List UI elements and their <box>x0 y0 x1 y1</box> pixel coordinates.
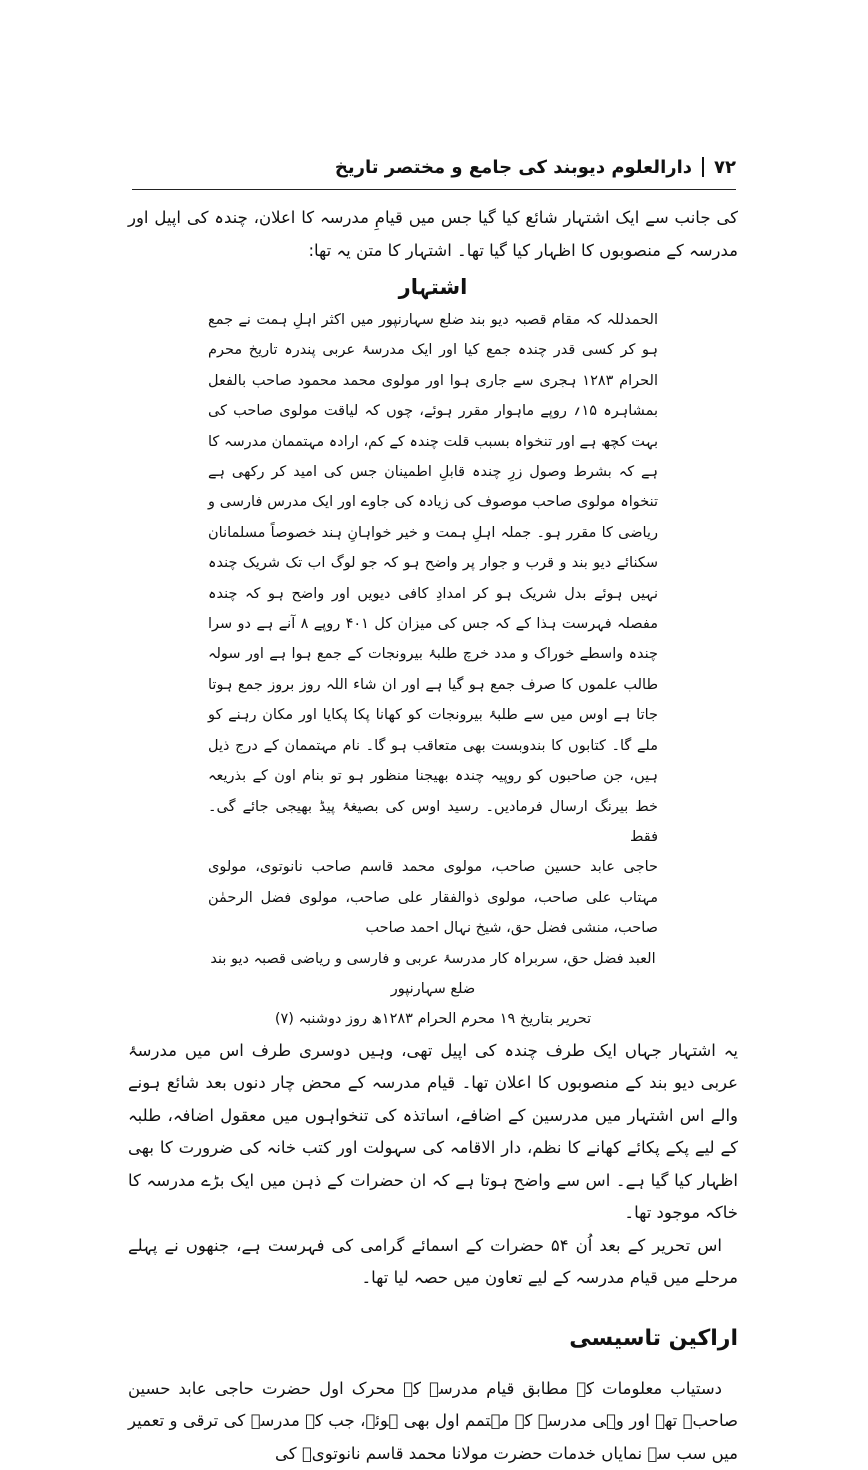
header-rule <box>132 189 736 190</box>
notice-heading: اشتہار <box>398 275 468 299</box>
running-header <box>132 150 736 184</box>
paragraph-1: یہ اشتہار جہاں ایک طرف چندہ کی اپیل تھی، وہیں دوسری طرف اس میں مدرسۂ عربی دیو بند کے منصوبوں کا اعلان تھا۔ قیام مدرسہ کے محض چار دنوں بعد شائع ہونے والے اس اشتہار میں مدرسین کے اضافے، اساتذہ کی تنخواہوں میں معقول اضافہ، طلبہ کے لیے پکے پکائے کھانے کا نظم، دار الاقامہ کی سہولت اور کتب خانہ کی ضرورت کا بھی اظہار کیا گیا ہے۔ اس سے واضح ہوتا ہے کہ ان حضرات کے ذہن میں ایک بڑے مدرسہ کا خاکہ موجود تھا۔ <box>128 1040 738 1223</box>
paragraph-2: اس تحریر کے بعد اُن ۵۴ حضرات کے اسمائے گرامی کی فہرست ہے، جنھوں نے پہلے مرحلے میں قیام مدرسہ کے لیے تعاون میں حصہ لیا تھا۔ <box>128 1235 738 1288</box>
notice-body: الحمدللہ کہ مقام قصبہ دیو بند ضلع سہارنپور میں اکثر اہلِ ہمت نے جمع ہو کر کسی قدر چندہ جمع کیا اور ایک مدرسۂ عربی پندرہ تاریخ محرم الحرام ۱۲۸۳ ہجری سے جاری ہوا اور مولوی محمد محمود صاحب بالفعل بمشاہرہ ۱۵؍ روپے ماہوار مقرر ہوئے، چوں کہ لیاقت مولوی صاحب کی بہت کچھ ہے اور تنخواہ بسبب قلت چندہ کے کم، ارادہ مہتممان مدرسہ کا ہے کہ بشرط وصول زرِ چندہ قابلِ اطمینان جس کی امید کر رکھی ہے تنخواہ مولوی صاحب موصوف کی زیادہ کی جاوے اور ایک مدرس فارسی و ریاضی کا مقرر ہو۔ جملہ اہلِ ہمت و خیر خواہانِ ہند خصوصاً مسلمانان سکنائے دیو بند و قرب و جوار پر واضح ہو کہ جو لوگ اب تک شریک چندہ نہیں ہوئے بدل شریک ہو کر امدادِ کافی دیویں اور واضح ہو کہ چندہ مفصلہ فہرست ہذا کے کہ جس کی میزان کل ۴۰۱ روپے ۸ آنے ہے دو سرا چندہ واسطے خوراک و مدد خرچ طلبۂ بیرونجات کے جمع ہوا ہے اور سولہ طالب علموں کا صرف جمع ہو گیا ہے اور ان شاء اللہ روز بروز جمع ہوتا جاتا ہے اوس میں سے طلبۂ بیرونجات کو کھانا پکا پکایا اور مکان رہنے کو ملے گا۔ کتابوں کا بندوبست بھی متعاقب ہو گا۔ نام مہتممان کے درج ذیل ہیں، جن صاحبوں کو روپیہ چندہ بھیجنا منظور ہو تو بنام اون کے بذریعہ خط بیرنگ ارسال فرمادیں۔ رسید اوس کی بصیغۂ پیڈ بھیجی جائے گی۔ فقط <box>208 312 659 845</box>
notice-names: حاجی عابد حسین صاحب، مولوی محمد قاسم صاحب نانوتوی، مولوی مہتاب علی صاحب، مولوی ذوالفقار علی صاحب، مولوی فضل الرحمٰن صاحب، منشی فضل حق، شیخ نہال احمد صاحب <box>208 859 658 937</box>
header-separator <box>702 157 704 177</box>
body-text <box>128 202 738 1470</box>
paragraph-3: دستیاب معلومات کے مطابق قیام مدرسہ کے محرک اول حضرت حاجی عابد حسین صاحبؒ تھے اور وہی مدرسہ کے مہتمم اول بھی ہوئے، جب کہ مدرسہ کی ترقی و تعمیر میں سب سے نمایاں خدمات حضرت مولانا محمد قاسم نانوتویؒ کی <box>128 1378 738 1463</box>
notice-date: تحریر بتاریخ ۱۹ محرم الحرام ۱۲۸۳ھ روز دوشنبہ (۷) <box>274 1011 592 1028</box>
intro-paragraph: کی جانب سے ایک اشتہار شائع کیا گیا جس میں قیامِ مدرسہ کا اعلان، چندہ کی اپیل اور مدرسہ کے منصوبوں کا اظہار کیا گیا تھا۔ اشتہار کا متن یہ تھا: <box>128 208 738 260</box>
notice-block <box>208 305 658 1035</box>
book-title: دارالعلوم دیوبند کی جامع و مختصر تاریخ <box>334 156 693 178</box>
section-heading: اراکین تاسیسی <box>569 1325 738 1351</box>
page-number: ۷۲ <box>714 156 736 178</box>
notice-signature: العبد فضل حق، سربراہ کار مدرسۂ عربی و فارسی و ریاضی قصبہ دیو بند ضلع سہارنپور <box>210 950 656 997</box>
